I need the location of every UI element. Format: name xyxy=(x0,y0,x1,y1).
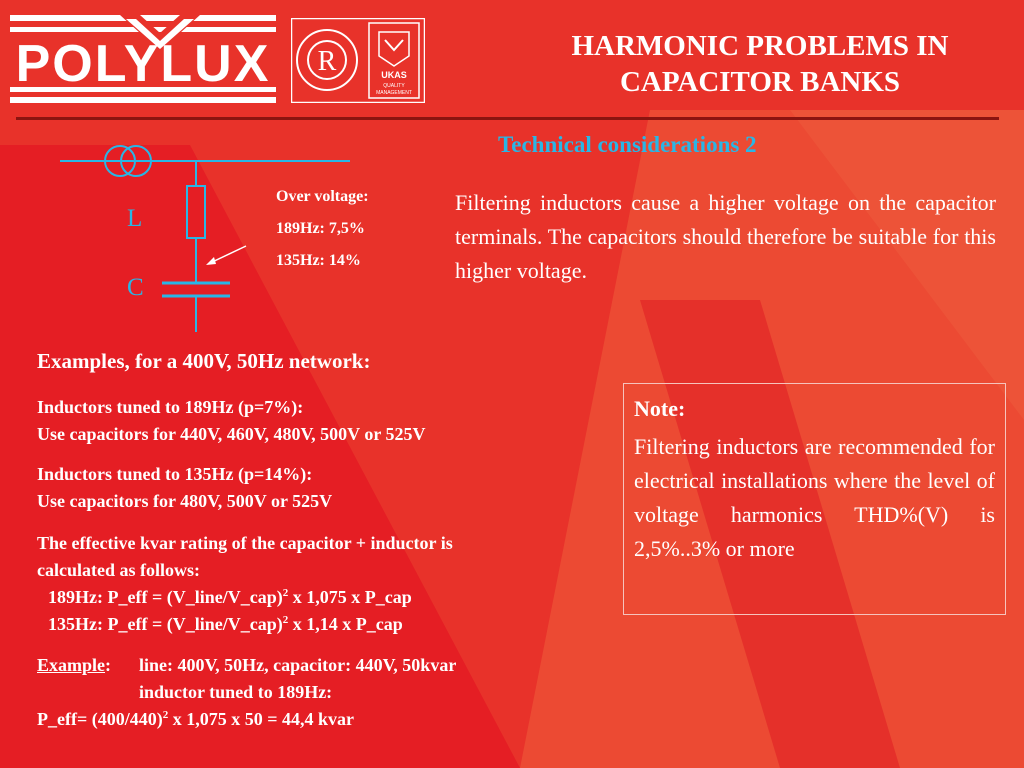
formula-135hz: 135Hz: P_eff = (V_line/V_cap)$^2$ x 1,14 x P_cap xyxy=(48,614,403,634)
overvoltage-189hz: 189Hz: 7,5% xyxy=(276,220,365,237)
kvar-calculation xyxy=(37,530,453,638)
polylux-logo xyxy=(10,15,276,103)
worked-example-result: P_eff= $(400/440)^2$ x 1,075 x 50 = 44,4 kvar xyxy=(37,709,354,729)
svg-text:QUALITY: QUALITY xyxy=(383,83,405,89)
svg-text:MANAGEMENT: MANAGEMENT xyxy=(376,90,412,96)
example-label: Example xyxy=(37,655,106,675)
logo-text: POLYLUX xyxy=(15,35,271,93)
examples-heading: Examples, for a 400V, 50Hz network: xyxy=(37,349,371,373)
capacitor-label: C xyxy=(127,274,144,301)
example-case-135hz xyxy=(37,461,332,515)
kvar-line-1: The effective kvar rating of the capacitor + inductor is xyxy=(37,533,453,553)
overvoltage-values xyxy=(276,187,369,283)
inductor-symbol xyxy=(187,186,205,238)
note-heading: Note: xyxy=(634,396,686,421)
overvoltage-135hz: 135Hz: 14% xyxy=(276,252,361,269)
worked-example-line-1: Example: line: 400V, 50Hz, capacitor: 440V, 50kvar xyxy=(37,655,457,675)
svg-text:UKAS: UKAS xyxy=(381,70,407,80)
case-135-line-1: Inductors tuned to 135Hz (p=14%): xyxy=(37,464,313,484)
overvoltage-title: Over voltage: xyxy=(276,188,369,205)
svg-text:R: R xyxy=(317,46,337,77)
title-line-2: CAPACITOR BANKS xyxy=(619,66,901,98)
formula-189hz: 189Hz: P_eff = (V_line/V_cap)$^2$ x 1,075 x P_cap xyxy=(48,587,412,607)
note-box xyxy=(623,383,1006,615)
worked-example xyxy=(37,652,456,733)
case-135-line-2: Use capacitors for 480V, 500V or 525V xyxy=(37,491,333,511)
case-189-line-1: Inductors tuned to 189Hz (p=7%): xyxy=(37,397,304,417)
intro-paragraph: Filtering inductors cause a higher voltage on the capacitor terminals. The capacitors should therefore be suitable for this higher voltage. xyxy=(455,190,996,283)
page-title xyxy=(500,28,1020,100)
inductor-label: L xyxy=(127,205,143,232)
case-189-line-2: Use capacitors for 440V, 460V, 480V, 500V or 525V xyxy=(37,424,426,444)
quality-certification-badge xyxy=(291,18,425,103)
kvar-line-2: calculated as follows: xyxy=(37,560,200,580)
worked-example-line-2: inductor tuned to 189Hz: xyxy=(139,682,333,702)
title-line-1: HARMONIC PROBLEMS IN xyxy=(571,30,949,62)
note-body: Filtering inductors are recommended for electrical installations where the level of voltage harmonics THD%(V) is 2,5%..3% or more xyxy=(634,434,995,561)
example-case-189hz xyxy=(37,394,426,448)
section-subtitle: Technical considerations 2 xyxy=(498,132,757,157)
header-divider xyxy=(16,117,999,120)
